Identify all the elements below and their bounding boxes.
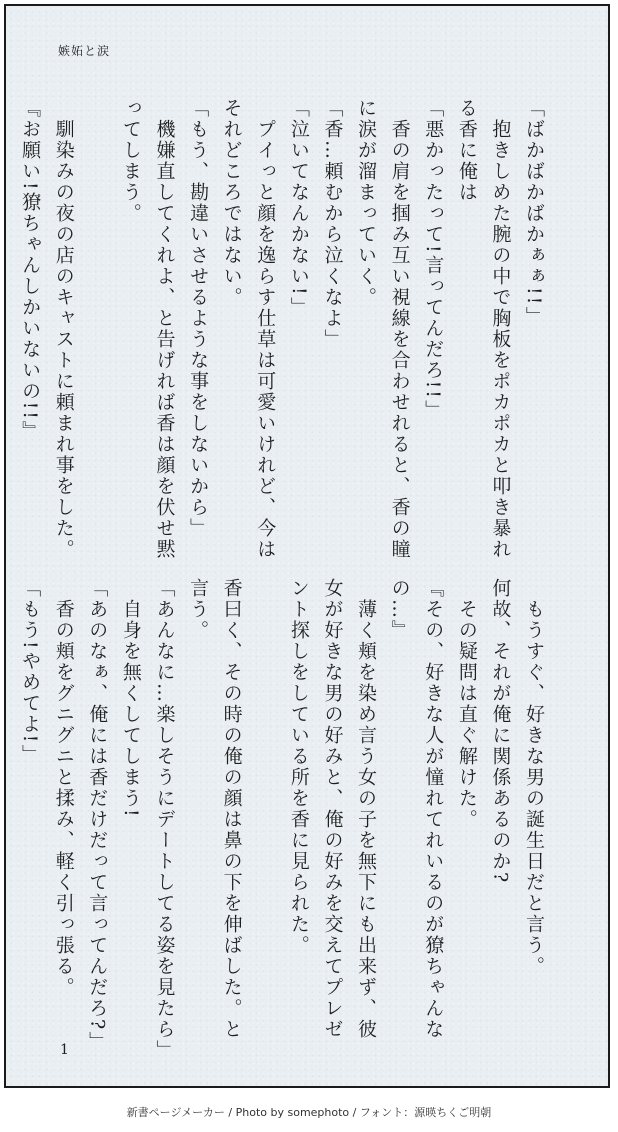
- text-line: もうすぐ、好きな男の誕生日だと言う。: [523, 578, 545, 977]
- text-line: 香の肩を掴み互い視線を合わせれると、香の瞳: [388, 98, 411, 560]
- text-line: 薄く頬を染め言う女の子を無下にも出来ず、彼: [355, 578, 378, 1040]
- text-line: ってしまう。: [119, 98, 142, 224]
- text-line: 『その、好きな人が憧れてれいるのが獠ちゃんな: [422, 578, 445, 1040]
- text-line: 『お願い!獠ちゃんしかいないの!!』: [19, 98, 42, 442]
- text-line: 「あのなぁ、俺には香だけだって言ってんだろ?」: [86, 578, 109, 1053]
- text-line: 馴染みの夜の店のキャストに頼まれ事をした。: [52, 98, 75, 560]
- text-line: 香曰く、その時の俺の顔は鼻の下を伸ばした。と: [220, 578, 243, 1040]
- text-line: [248, 578, 282, 1018]
- text-block-top: [19, 98, 550, 560]
- text-line: 「香…頼むから泣くなよ」: [321, 98, 344, 350]
- text-line: 自身を無くしてしまう!: [119, 578, 142, 819]
- text-line: 「もう、勘違いさせるような事をしないから」: [187, 98, 210, 539]
- text-line: 言う。: [187, 578, 210, 641]
- text-line: それどころではない。: [220, 98, 243, 308]
- text-line: 抱きしめた腕の中で胸板をポカポカと叩き暴れ: [489, 98, 512, 560]
- text-line: 「泣いてなんかない!」: [287, 98, 310, 318]
- text-line: 女が好きな男の好みと、俺の好みを交えてプレゼ: [321, 578, 344, 1040]
- text-block-bottom: [19, 578, 550, 1061]
- text-line: 「ばかばかばかぁぁ!!」: [523, 98, 545, 328]
- text-line: 何故、それが俺に関係あるのか?: [489, 578, 512, 885]
- text-line: の…』: [388, 578, 411, 641]
- text-line: 「もう!やめてよ!」: [19, 578, 42, 766]
- text-line: る香に俺は: [455, 98, 478, 203]
- manuscript-page: [4, 4, 610, 1088]
- text-line: 「あんなに…楽しそうにデートしてる姿を見たら」: [153, 578, 176, 1061]
- text-line: [80, 98, 114, 538]
- page-number: 1: [60, 1042, 69, 1058]
- text-line: プイっと顔を逸らす仕草は可愛いけれど、今は: [254, 98, 277, 560]
- text-line: 「悪かったって!言ってんだろ!!」: [422, 98, 445, 421]
- text-line: その疑問は直ぐ解けた。: [455, 578, 478, 830]
- credit-line: 新書ページメーカー / Photo by somephoto / フォント：源暎ちくご明朝: [126, 1106, 492, 1119]
- page-header-title: 嫉妬と涙: [58, 44, 111, 58]
- text-line: に涙が溜まっていく。: [355, 98, 378, 308]
- text-line: 香の頬をグニグニと揉み、軽く引っ張る。: [52, 578, 75, 998]
- text-line: 機嫌直してくれよ、と告げれば香は顔を伏せ黙: [153, 98, 176, 560]
- text-line: ント探しをしている所を香に見られた。: [287, 578, 310, 956]
